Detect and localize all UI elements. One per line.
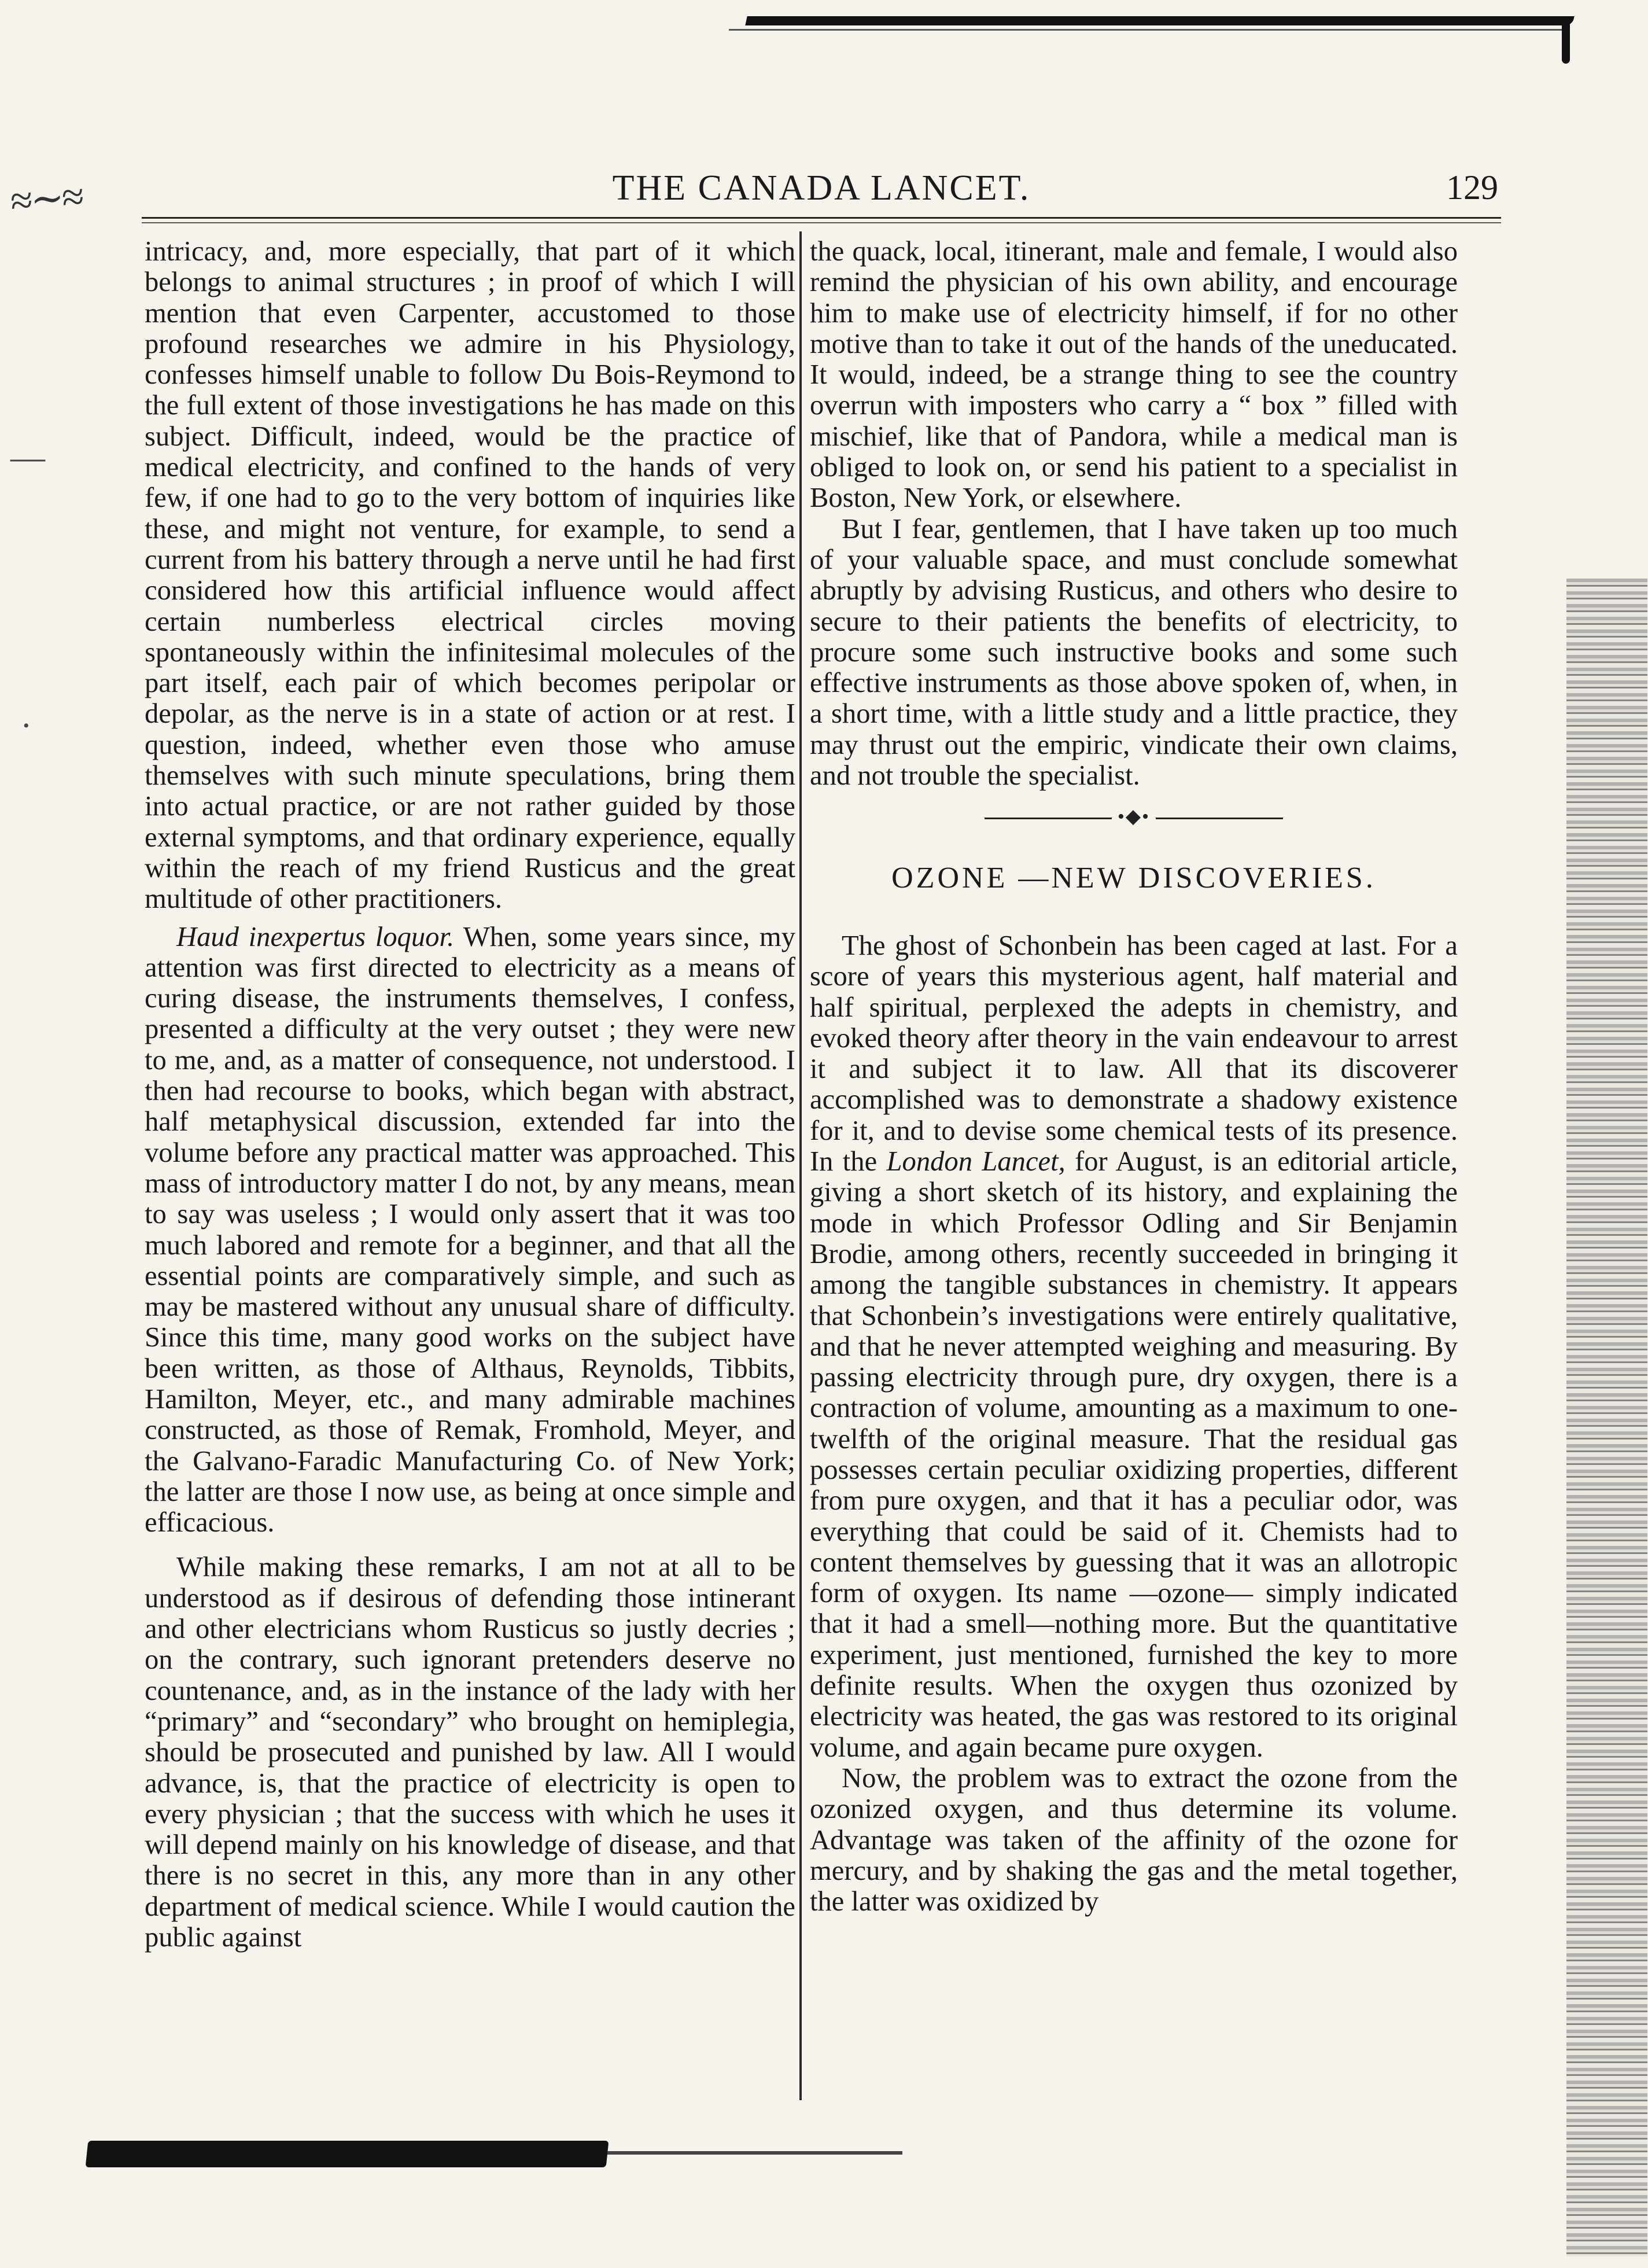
left-column [145, 236, 795, 1953]
margin-scan-dot: • [23, 716, 30, 735]
latin-phrase: Haud inexpertus loquor. [176, 921, 455, 952]
right-column [810, 236, 1458, 1917]
scan-edge-texture [1566, 579, 1647, 2256]
header-rule [142, 217, 1501, 223]
left-paragraph-2 [145, 922, 795, 1538]
right-paragraph-3 [810, 930, 1458, 1763]
bottom-scan-bar [86, 2141, 609, 2167]
margin-scan-mark: — [10, 438, 45, 476]
corner-scan-glyph: ≈∼≈ [9, 174, 84, 224]
right-paragraph-1: the quack, local, itinerant, male and female, I would also remind the physician of his own ability, and encourage him to make use of electricity himself, if for no other motive than to take it out of the hands of the uneducated. It would, indeed, be a strange thing to see the country overrun with imposters who carry a “ box ” filled with mischief, like that of Pandora, while a medical man is obliged to look on, or send his patient to a specialist in Boston, New York, or elsewhere. [810, 235, 1458, 514]
right-paragraph-2: But I fear, gentlemen, that I have taken up too much of your valuable space, and must conclude somewhat abruptly by advising Rusticus, and others who desire to secure to their patients the benefits of electricity, to procure some such instructive books and some such effective instruments as those above spoken of, when, in a short time, with a little study and a little practice, they may thrust out the empiric, vindicate their own claims, and not trouble the specialist. [810, 513, 1458, 791]
section-heading: OZONE —NEW DISCOVERIES. [891, 861, 1376, 894]
section-ornament: •◆• [810, 801, 1458, 832]
left-paragraph-1: intricacy, and, more especially, that part of it which belongs to animal structures ; in proof of which I will mention that even Carpenter, accustomed to those profound researches we admire in his Physiology, confesses himself unable to follow Du Bois-Reymond to the full extent of those investigations he has made on this subject. Difficult, indeed, would be the practice of medical electricity, and confined to the hands of very few, if one had to go to the very bottom of inquiries like these, and might not venture, for example, to send a current from his battery through a nerve until he had first considered how this artificial influence would affect certain numberless electrical circles moving spontaneously within the infinitesimal molecules of the part itself, each pair of which becomes peripolar or depolar, as the nerve is in a state of action or at rest. I question, indeed, whether even those who amuse themselves with such minute speculations, bring them into actual practice, or are not rather guided by those external symptoms, and that ordinary experience, equally within the reach of my friend Rusticus and the great multitude of other practitioners. [145, 235, 795, 915]
left-paragraph-2-text: When, some years since, my attention was first directed to electricity as a means of curing disease, the instruments themselves, I confess, presented a difficulty at the very outset ; they were new to me, and, as a matter of consequence, not understood. I then had recourse to books, which began with abstract, half metaphysical discussion, extended far into the volume before any practical matter was approached. This mass of introductory matter I do not, by any means, mean to say was useless ; I would only assert that it was too much labored and remote for a beginner, and that all the essential points are comparatively simple, and such as may be mastered without any unusual share of difficulty. Since this time, many good works on the subject have been written, as those of Althaus, Reynolds, Tibbits, Hamilton, Meyer, etc., and many admirable machines constructed, as those of Remak, Fromhold, Meyer, and the Galvano-Faradic Manufacturing Co. of New York; the latter are those I now use, as being at once simple and efficacious. [145, 921, 795, 1538]
scan-hook-mark [1562, 23, 1570, 64]
right-paragraph-3-start: The ghost of Schonbein has been caged at last. For a score of years this mysterious agent, half material and half spiritual, perplexed the adepts in chemistry, and evoked theory after theory in the vain endeavour to arrest it and subject it to law. All that its discoverer accomplished was to demonstrate a shadowy existence for it, and to devise some chemical tests of its presence. In the [810, 929, 1458, 1177]
right-paragraph-3-end: for August, is an editorial article, giving a short sketch of its history, and explaining the mode in which Professor Odling and Sir Benjamin Brodie, among others, recently succeeded in bringing it among the tangible substances in chemistry. It appears that Schonbein’s investigations were entirely qualitative, and that he never attempted weighing and measuring. By passing electricity through pure, dry oxygen, there is a contraction of volume, amounting as a maximum to one-twelfth of the original measure. That the residual gas possesses certain peculiar oxidizing properties, different from pure oxygen, and that it has a peculiar odor, was everything that could be said of it. Chemists had to content themselves by guessing that it was an allotropic form of oxygen. Its name —ozone— simply indicated that it had a smell—nothing more. But the quantitative experiment, just mentioned, furnished the key to more definite results. When the oxygen thus ozonized by electricity was heated, the gas was restored to its original volume, and again became pure oxygen. [810, 1146, 1458, 1763]
top-scan-line [729, 29, 1568, 31]
running-title: THE CANADA LANCET. [612, 168, 1031, 208]
right-paragraph-4: Now, the problem was to extract the ozone from the ozonized oxygen, and thus determine its volume. Advantage was taken of the affinity of the ozone for mercury, and by shaking the gas and the metal together, the latter was oxidized by [810, 1762, 1458, 1917]
page-number: 129 [1446, 168, 1498, 207]
column-divider [799, 231, 802, 2100]
top-scan-bar [745, 16, 1574, 25]
left-paragraph-3: While making these remarks, I am not at all to be understood as if desirous of defending those intinerant and other electricians whom Rusticus so justly decries ; on the contrary, such ignorant pretenders deserve no countenance, and, as in the instance of the lady with her “primary” and “secondary” who brought on hemiplegia, should be prosecuted and punished by law. All I would advance, is, that the practice of electricity is open to every physician ; that the success with which he uses it will depend mainly on his knowledge of disease, and that there is no secret in this, any more than in any other department of medical science. While I would caution the public against [145, 1551, 795, 1953]
bottom-scan-line [607, 2151, 902, 2155]
page-header [145, 168, 1498, 214]
journal-title: London Lancet, [886, 1146, 1066, 1177]
